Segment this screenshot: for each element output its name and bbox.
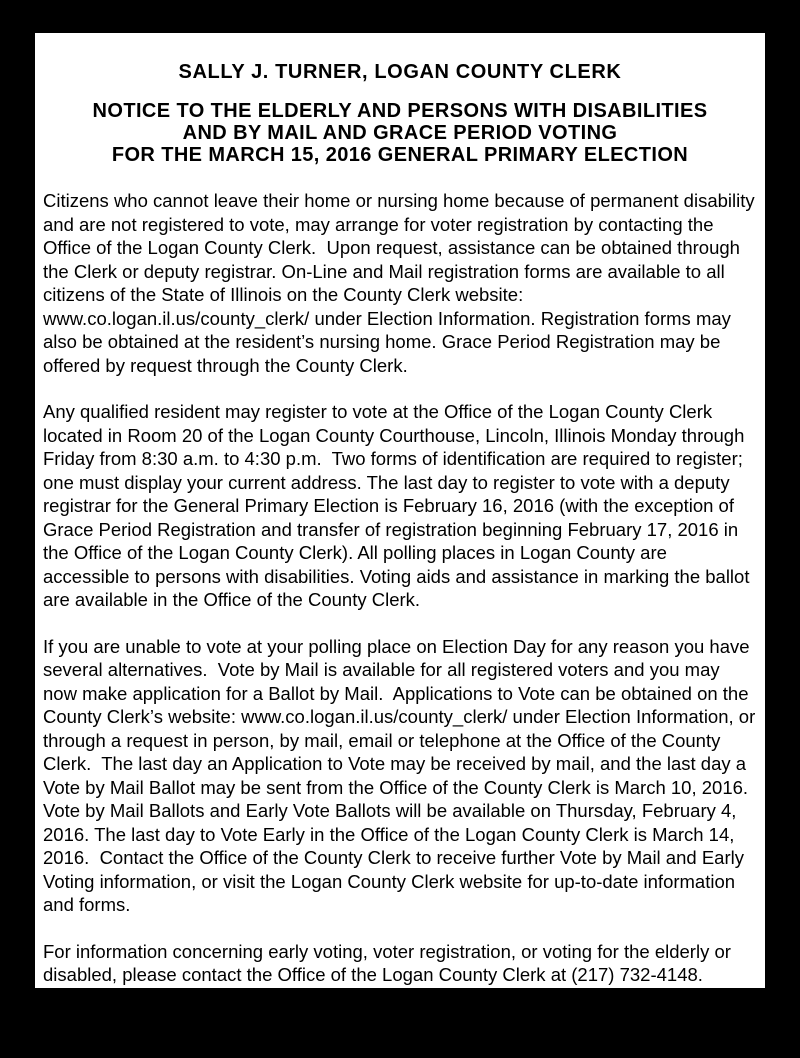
notice-body (43, 189, 761, 987)
notice-title-line-1: NOTICE TO THE ELDERLY AND PERSONS WITH DISABILITIES (92, 100, 708, 122)
signature-name: /s/ Sally J. Turner, (326, 1011, 474, 1033)
signature-title: Logan County Clerk (349, 1035, 513, 1056)
paragraph-contact-info: For information concerning early voting, voter registration, or voting for the elderly or disabled, please contact the Office of the Logan County Clerk at (217) 732-4148. (43, 940, 737, 985)
paragraph-registration-homebound: Citizens who cannot leave their home or nursing home because of permanent disability and are not registered to vote, may arrange for voter registration by contacting the Office of the Logan County Clerk. Upon request, assistance can be obtained through the Clerk or deputy registrar. On-Line and Mail registration forms are available to all citizens of the State of Illinois on the County Clerk website: www.co.logan.il.us/county_clerk/ under Election Information. Registration forms may also be obtained at the resident’s nursing home. Grace Period Registration may be offered by request through the County Clerk. (43, 190, 760, 376)
paragraph-vote-by-mail: If you are unable to vote at your polling place on Election Day for any reason you have several alternatives. Vote by Mail is available for all registered voters and you may now make application for a Ballot by Mail. Applications to Vote can be obtained on the County Clerk’s website: www.co.logan.il.us/county_clerk/ under Election Information, or through a request in person, by mail, email or telephone at the Office of the County Clerk. The last day an Application to Vote may be received by mail, and the last day a Vote by Mail Ballot may be sent from the Office of the County Clerk is March 10, 2016. Vote by Mail Ballots and Early Vote Ballots will be available on Thursday, February 4, 2016. The last day to Vote Early in the Office of the Logan County Clerk is March 14, 2016. Contact the Office of the County Clerk to receive further Vote by Mail and Early Voting information, or visit the Logan County Clerk website for up-to-date information and forms. (43, 635, 761, 915)
notice-document (35, 33, 765, 1056)
clerk-name-heading: SALLY J. TURNER, LOGAN COUNTY CLERK (178, 61, 622, 83)
notice-title-line-3: FOR THE MARCH 15, 2016 GENERAL PRIMARY ELECTION (111, 144, 689, 166)
notice-title (43, 100, 757, 166)
paragraph-registration-office: Any qualified resident may register to vote at the Office of the Logan County Clerk located in Room 20 of the Logan County Courthouse, Lincoln, Illinois Monday through Friday from 8:30 a.m. to 4:30 p.m. Two forms of identification are required to register; one must display your current address. The last day to register to vote with a deputy registrar for the General Primary Election is February 16, 2016 (with the exception of Grace Period Registration and transfer of registration beginning February 17, 2016 in the Office of the Logan County Clerk). All polling places in Logan County are accessible to persons with disabilities. Voting aids and assistance in marking the ballot are available in the Office of the County Clerk. (43, 401, 755, 610)
notice-title-line-2: AND BY MAIL AND GRACE PERIOD VOTING (182, 122, 618, 144)
signature-block (43, 1011, 757, 1058)
